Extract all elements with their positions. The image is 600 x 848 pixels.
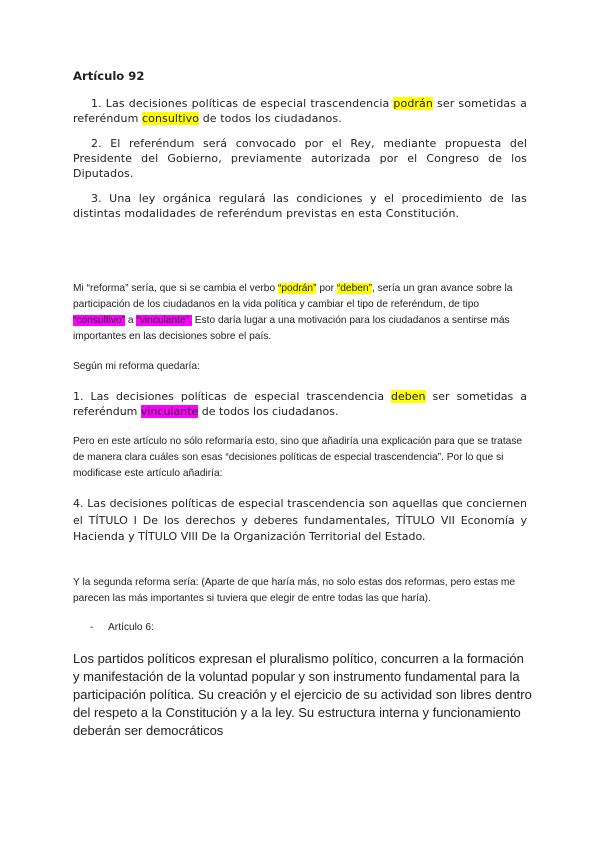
text-run: de todos los ciudadanos. [198, 405, 339, 419]
added-paragraph-4: 4. Las decisiones políticas de especial trascendencia son aquellas que conciernen el TÍTULO I De los derechos y deberes fundamentales, TÍTULO VII Economía y Hacienda y TÍTULO VIII De la Organización Territorial del Estado. [73, 497, 527, 543]
bullet-article-6 [90, 620, 544, 636]
highlight-yellow: deben [391, 390, 426, 403]
reform-result-label: Según mi reforma quedaría: [73, 361, 200, 372]
text-run: por [316, 283, 337, 294]
text-run: a [125, 315, 137, 326]
text-run: 1. Las decisiones políticas de especial trascendencia [73, 390, 392, 403]
text-run: , sería un gran avance sobre la participación de los ciudadanos en la vida política y cambiar el tipo de referéndum, de tipo [73, 283, 513, 310]
text-run: ser sometidas a referéndum [73, 97, 527, 126]
article-paragraph-3: 3. Una ley orgánica regulará las condiciones y el procedimiento de las distintas modalidades de referéndum previstas en esta Constitución. [73, 192, 527, 221]
reform-explanation: Pero en este artículo no sólo reformaría esto, sino que añadiría una explicación para que se tratase de manera clara cuáles son esas “decisiones políticas de especial trascendencia”. Por lo que si modificase este artículo añadiría: [73, 436, 523, 479]
highlight-yellow: “podrán” [277, 283, 317, 294]
highlight-magenta: “vinculante”. [136, 315, 192, 326]
highlight-yellow: “deben” [336, 283, 372, 294]
highlight-magenta: vinculante [140, 405, 199, 419]
bullet-label: Artículo 6: [108, 622, 154, 633]
bullet-marker: - [90, 622, 94, 633]
article-title: Artículo 92 [73, 69, 145, 83]
text-run: de todos los ciudadanos. [199, 112, 342, 126]
reform-intro [73, 281, 527, 345]
article-paragraph-2: 2. El referéndum será convocado por el Rey, mediante propuesta del Presidente del Gobierno, previamente autorizada por el Congreso de los Diputados. [73, 137, 527, 181]
text-run: 1. Las decisiones políticas de especial trascendencia [91, 97, 394, 110]
article-6-text: Los partidos políticos expresan el pluralismo político, concurren a la formación y manifestación de la voluntad popular y son instrumento fundamental para la participación política. Su creación y el ejercicio de su actividad son libres dentro del respeto a la Constitución y a la ley. Su estructura interna y funcionamiento deberán ser democráticos [73, 651, 532, 738]
text-run: ser sometidas a referéndum [73, 390, 527, 419]
highlight-yellow: consultivo [141, 112, 200, 126]
highlight-magenta: “consultivo” [73, 315, 126, 326]
highlight-yellow: podrán [393, 97, 433, 110]
text-run: Esto daría lugar a una motivación para los ciudadanos a sentirse más importantes en las decisiones sobre el país. [73, 315, 510, 342]
article-paragraph-1 [73, 96, 527, 126]
reformed-paragraph-1 [73, 389, 527, 419]
text-run: Mi “reforma” sería, que si se cambia el verbo [73, 283, 278, 294]
second-reform-intro: Y la segunda reforma sería: (Aparte de que haría más, no solo estas dos reformas, pero estas me parecen las más importantes si tuviera que elegir de entre todas las que haría). [73, 577, 516, 604]
